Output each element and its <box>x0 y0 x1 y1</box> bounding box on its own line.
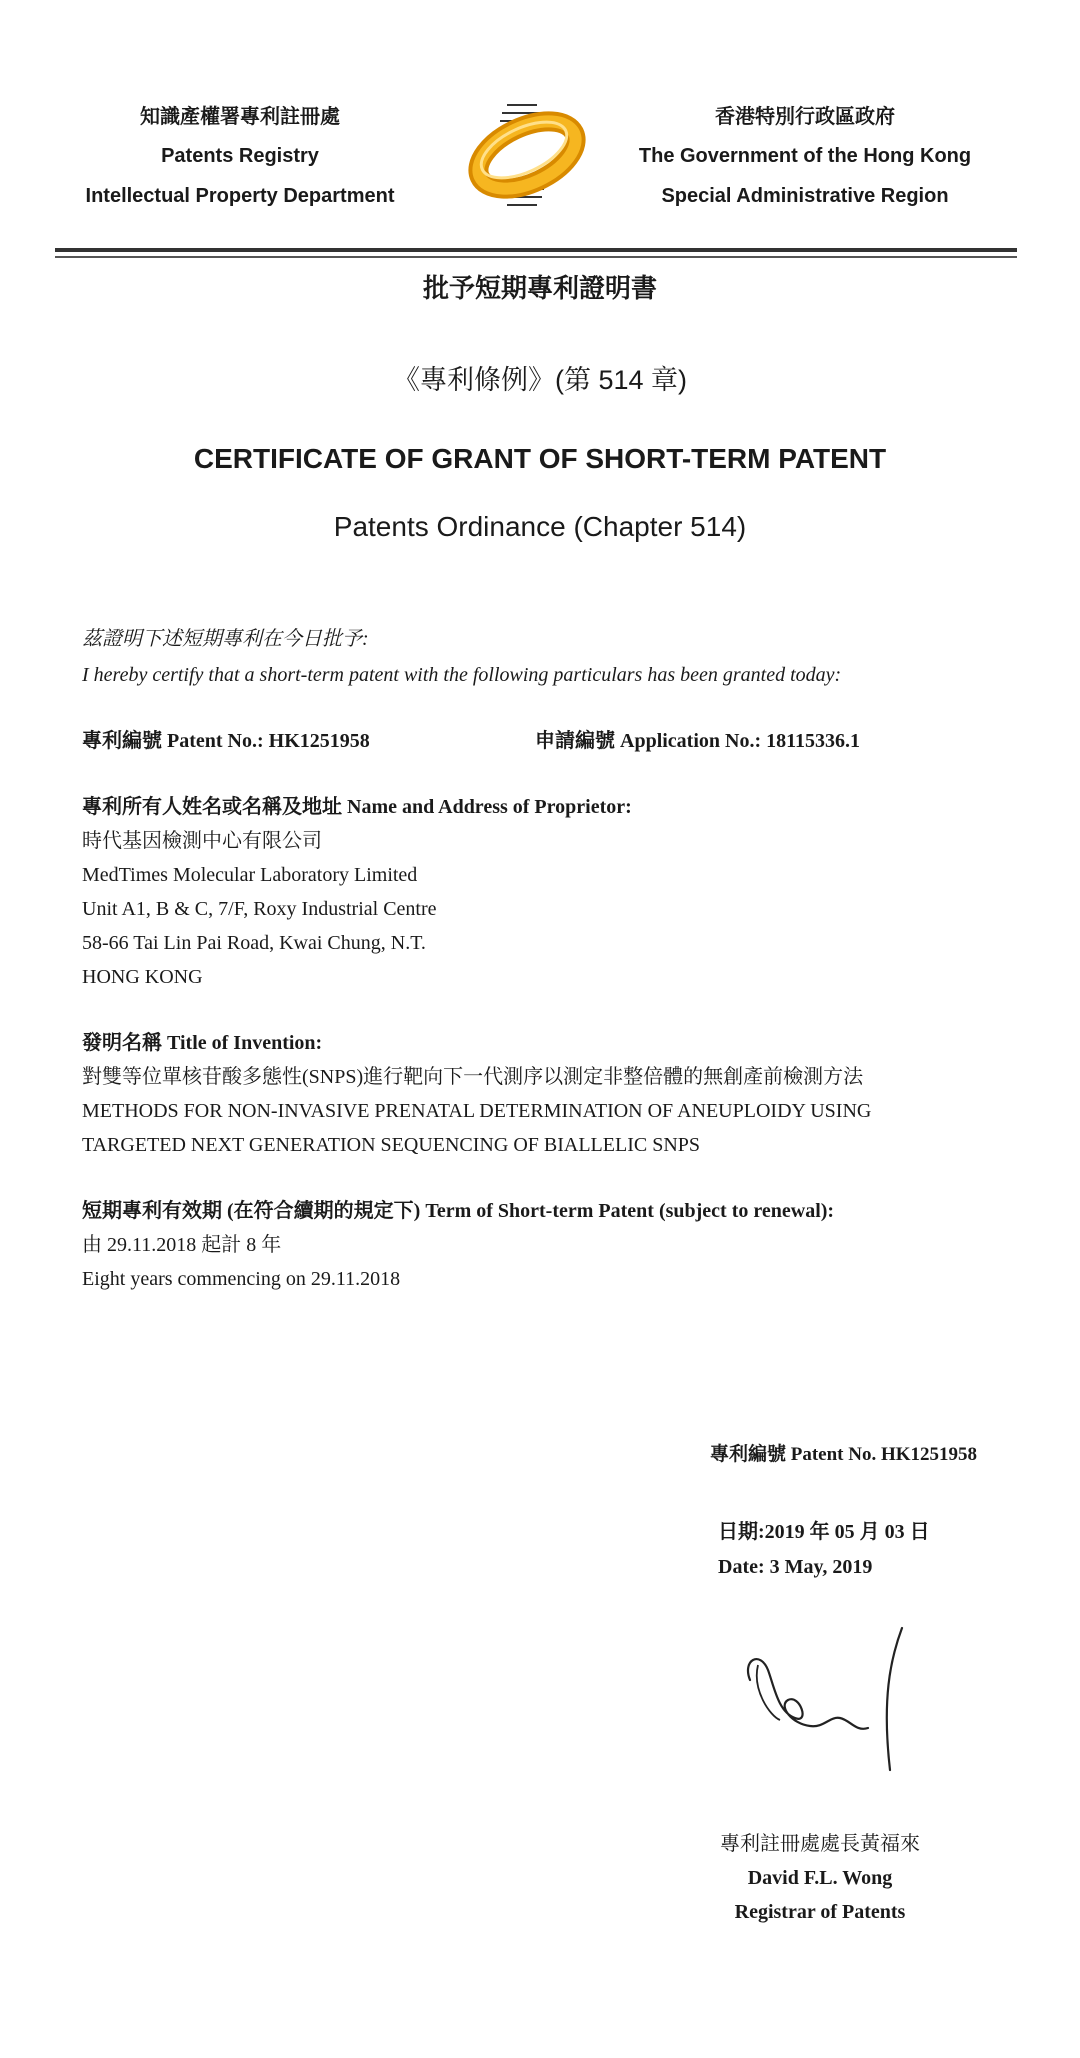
header-right-en1: The Government of the Hong Kong <box>638 145 972 167</box>
certify-zh: 茲證明下述短期專利在今日批予: <box>82 628 369 650</box>
header-right-en2: Special Administrative Region <box>661 185 949 207</box>
ordinance-en: Patents Ordinance (Chapter 514) <box>333 511 747 542</box>
date-en: Date: 3 May, 2019 <box>718 1556 873 1578</box>
signer-title: Registrar of Patents <box>734 1901 906 1923</box>
application-number <box>535 724 860 758</box>
proprietor-line: MedTimes Molecular Laboratory Limited <box>82 864 418 886</box>
term-zh: 由 29.11.2018 起計 8 年 <box>82 1234 282 1256</box>
term-heading: 短期專利有效期 (在符合續期的規定下) Term of Short-term Patent (subject to renewal): <box>82 1200 835 1222</box>
date-zh: 日期:2019 年 05 月 03 日 <box>718 1521 930 1543</box>
signer-zh: 專利註冊處處長黃福來 <box>720 1833 920 1855</box>
term-en: Eight years commencing on 29.11.2018 <box>82 1268 401 1290</box>
proprietor-heading: 專利所有人姓名或名稱及地址 Name and Address of Proprietor: <box>82 796 632 818</box>
signer-en: David F.L. Wong <box>747 1867 893 1889</box>
invention-title-line: 對雙等位單核苷酸多態性(SNPS)進行靶向下一代測序以測定非整倍體的無創產前檢測方法 <box>82 1066 864 1088</box>
hksar-emblem-icon <box>462 95 592 215</box>
header-left-en2: Intellectual Property Department <box>85 185 395 207</box>
proprietor-line: 時代基因檢測中心有限公司 <box>82 830 322 852</box>
header-left-zh: 知識產權署專利註冊處 <box>140 106 340 128</box>
header-left-en1: Patents Registry <box>161 145 319 167</box>
registrar-signature <box>740 1620 930 1780</box>
application-number-value: 18115336.1 <box>766 730 861 752</box>
header-rule-thin <box>55 256 1017 258</box>
proprietor-line: HONG KONG <box>82 966 203 988</box>
patent-number-label: 專利編號 Patent No.: <box>82 730 264 752</box>
invention-title-line: TARGETED NEXT GENERATION SEQUENCING OF BIALLELIC SNPS <box>82 1134 701 1156</box>
header-rule-thick <box>55 248 1017 252</box>
invention-heading: 發明名稱 Title of Invention: <box>82 1032 323 1054</box>
ordinance-zh: 《專利條例》(第 514 章) <box>392 365 688 395</box>
proprietor-line: Unit A1, B & C, 7/F, Roxy Industrial Centre <box>82 898 437 920</box>
certify-en: I hereby certify that a short-term patent with the following particulars has been granted today: <box>82 664 842 686</box>
proprietor-line: 58-66 Tai Lin Pai Road, Kwai Chung, N.T. <box>82 932 426 954</box>
footer-patent-ref: 專利編號 Patent No. HK1251958 <box>710 1444 978 1465</box>
application-number-label: 申請編號 Application No.: <box>535 730 762 752</box>
patent-number <box>82 724 370 758</box>
title-en: CERTIFICATE OF GRANT OF SHORT-TERM PATENT <box>193 443 887 474</box>
header-right-zh: 香港特別行政區政府 <box>715 106 895 128</box>
title-zh: 批予短期專利證明書 <box>422 273 657 303</box>
invention-title-line: METHODS FOR NON-INVASIVE PRENATAL DETERMINATION OF ANEUPLOIDY USING <box>82 1100 872 1122</box>
patent-number-value: HK1251958 <box>268 730 370 752</box>
